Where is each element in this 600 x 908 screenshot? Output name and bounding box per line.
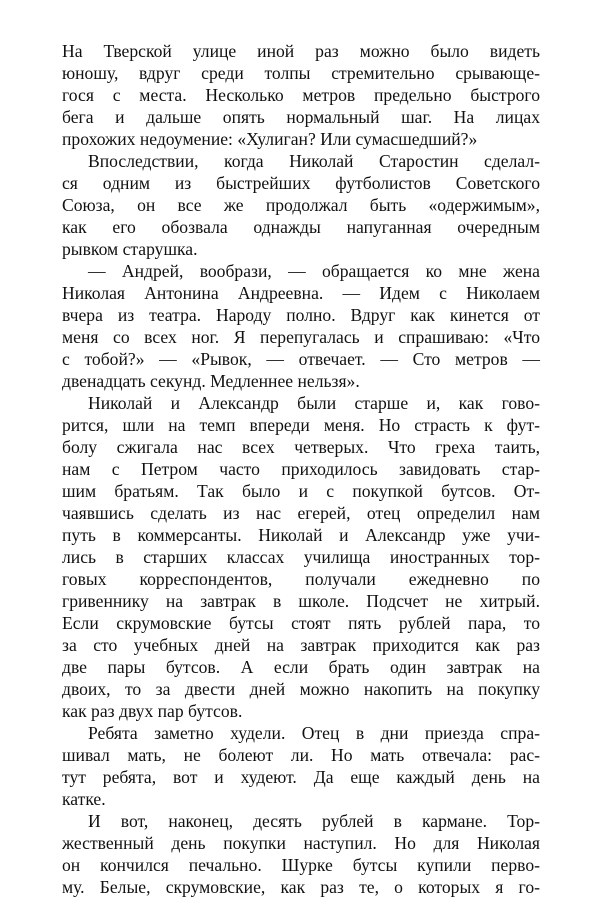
text-line: с тобой?» — «Рывок, — отвечает. — Сто метров — [62,349,540,369]
text-line: меня со всех ног. Я перепугалась и спрашиваю: «Что [62,327,540,347]
text-line: болу сжигала нас всех четверых. Что греха таить, [62,437,540,457]
text-line: ся одним из быстрейших футболистов Советского [62,173,540,193]
text-line: рится, шли на темп впереди меня. Но страсть к фут- [62,415,540,435]
text-line: шим братьям. Так было и с покупкой бутсов. От- [62,481,540,501]
text-line: путь в коммерсанты. Николай и Александр уже учи- [62,525,540,545]
text-line: как его обозвала однажды напуганная очередным [62,217,540,237]
text-line: Николая Антонина Андреевна. — Идем с Николаем [62,283,540,303]
text-line: Впоследствии, когда Николай Старостин сделал- [88,151,540,171]
text-line: Союза, он все же продолжал быть «одержимым», [62,195,540,215]
text-line: как раз двух пар бутсов. [62,701,243,721]
text-line: юношу, вдруг среди толпы стремительно срывающе- [62,63,540,83]
text-line: прохожих недоумение: «Хулиган? Или сумасшедший?» [62,129,478,149]
text-line: за сто учебных дней на завтрак приходится как раз [62,635,540,655]
text-line: тут ребята, вот и худеют. Да еще каждый день на [62,767,540,787]
text-line: На Тверской улице иной раз можно было видеть [62,41,540,61]
text-line: рывком старушка. [62,239,198,259]
text-line: говых корреспондентов, получали ежедневно по [62,569,540,589]
text-line: Если скрумовские бутсы стоят пять рублей пара, то [62,613,540,633]
text-line: вчера из театра. Народу полно. Вдруг как кинется от [62,305,540,325]
text-line: катке. [62,789,106,809]
text-line: жественный день покупки наступил. Но для Николая [62,833,540,853]
text-line: гося с места. Несколько метров предельно быстрого [62,85,540,105]
text-line: две пары бутсов. А если брать один завтрак на [62,657,540,677]
text-line: лись в старших классах училища иностранных тор- [62,547,540,567]
book-page [62,40,540,897]
text-line: му. Белые, скрумовские, как раз те, о которых я го- [62,877,540,897]
text-line: шивал мать, не болеют ли. Но мать отвечала: рас- [62,745,540,765]
text-line: гривеннику на завтрак в школе. Подсчет не хитрый. [62,591,540,611]
text-line: Николай и Александр были старше и, как гово- [88,393,540,413]
text-line: двенадцать секунд. Медленнее нельзя». [62,371,360,391]
text-line: И вот, наконец, десять рублей в кармане. Тор- [88,811,540,831]
text-line: он кончился печально. Шурке бутсы купили перво- [62,855,540,875]
text-line: — Андрей, вообрази, — обращается ко мне жена [88,261,540,281]
text-line: нам с Петром часто приходилось завидовать стар- [62,459,540,479]
text-line: бега и дальше опять нормальный шаг. На лицах [62,107,540,127]
text-line: чаявшись сделать из нас егерей, отец определил нам [62,503,540,523]
text-line: Ребята заметно худели. Отец в дни приезда спра- [88,723,540,743]
text-line: двоих, то за двести дней можно накопить на покупку [62,679,540,699]
